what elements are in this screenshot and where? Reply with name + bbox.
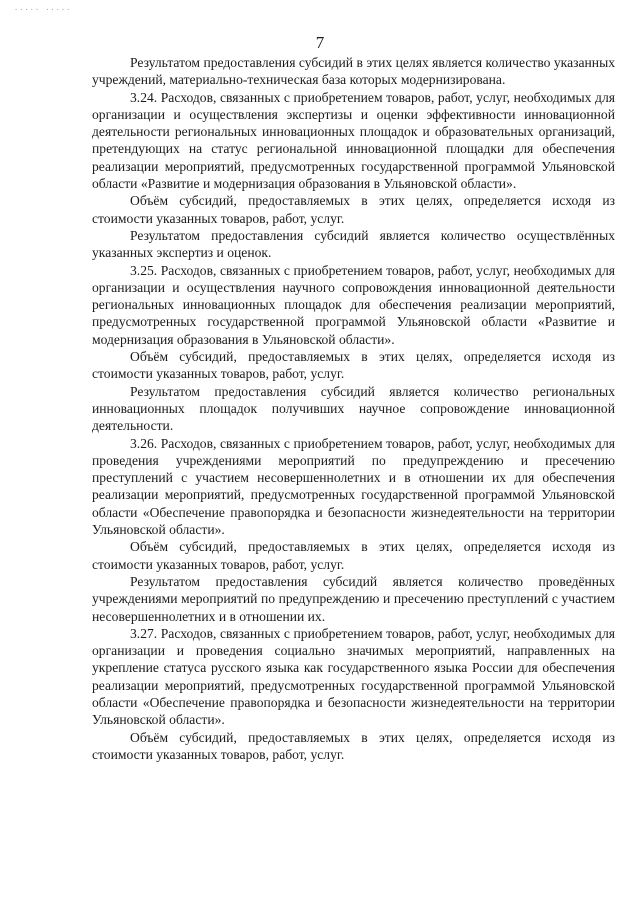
document-body [92,54,615,763]
paragraph-volume-3-26: Объём субсидий, предоставляемых в этих целях, определяется исходя из стоимости указанных товаров, работ, услуг. [92,539,615,572]
paragraph-result-modernization: Результатом предоставления субсидий в этих целях является количество указанных учреждений, материально-техническая база которых модернизирована. [92,55,615,88]
paragraph-result-3-25: Результатом предоставления субсидий является количество региональных инновационных площадок получивших научное сопровождение инновационной деятельности. [92,383,615,434]
paragraph-volume-3-24: Объём субсидий, предоставляемых в этих целях, определяется исходя из стоимости указанных товаров, работ, услуг. [92,193,615,226]
scan-header-marks: ····· ····· [14,6,72,14]
paragraph-3-26: 3.26. Расходов, связанных с приобретением товаров, работ, услуг, необходимых для проведения учреждениями мероприятий по предупреждению и пресечению преступлений с участием несовершеннолетних и в отношении их для обеспечения реализации мероприятий, предусмотренных государственной программой Ульяновской области «Обеспечение правопорядка и безопасности жизнедеятельности на территории Ульяновской области». [92,435,615,538]
page-number: 7 [315,33,325,52]
paragraph-volume-3-27: Объём субсидий, предоставляемых в этих целях, определяется исходя из стоимости указанных товаров, работ, услуг. [92,729,615,762]
paragraph-3-25: 3.25. Расходов, связанных с приобретением товаров, работ, услуг, необходимых для организации и осуществления научного сопровождения инновационной деятельности региональных инновационных площадок для обеспечения реализации мероприятий, предусмотренных государственной программой Ульяновской области «Развитие и модернизация образования в Ульяновской области». [92,262,615,347]
paragraph-result-3-26: Результатом предоставления субсидий является количество проведённых учреждениями мероприятий по предупреждению и пресечению преступлений с участием несовершеннолетних и в отношении их. [92,573,615,624]
paragraph-volume-3-25: Объём субсидий, предоставляемых в этих целях, определяется исходя из стоимости указанных товаров, работ, услуг. [92,349,615,382]
paragraph-3-27: 3.27. Расходов, связанных с приобретением товаров, работ, услуг, необходимых для организации и проведения социально значимых мероприятий, направленных на укрепление статуса русского языка как государственного языка России для обеспечения реализации мероприятий, предусмотренных государственной программой Ульяновской области «Обеспечение правопорядка и безопасности жизнедеятельности на территории Ульяновской области». [92,625,615,728]
paragraph-3-24: 3.24. Расходов, связанных с приобретением товаров, работ, услуг, необходимых для организации и осуществления экспертизы и оценки эффективности инновационной деятельности региональных инновационных площадок и образовательных организаций, претендующих на статус региональной инновационной площадки для обеспечения реализации мероприятий, предусмотренных государственной программой Ульяновской области «Развитие и модернизация образования в Ульяновской области». [92,89,615,192]
paragraph-result-3-24: Результатом предоставления субсидий является количество осуществлённых указанных экспертиз и оценок. [92,227,615,261]
